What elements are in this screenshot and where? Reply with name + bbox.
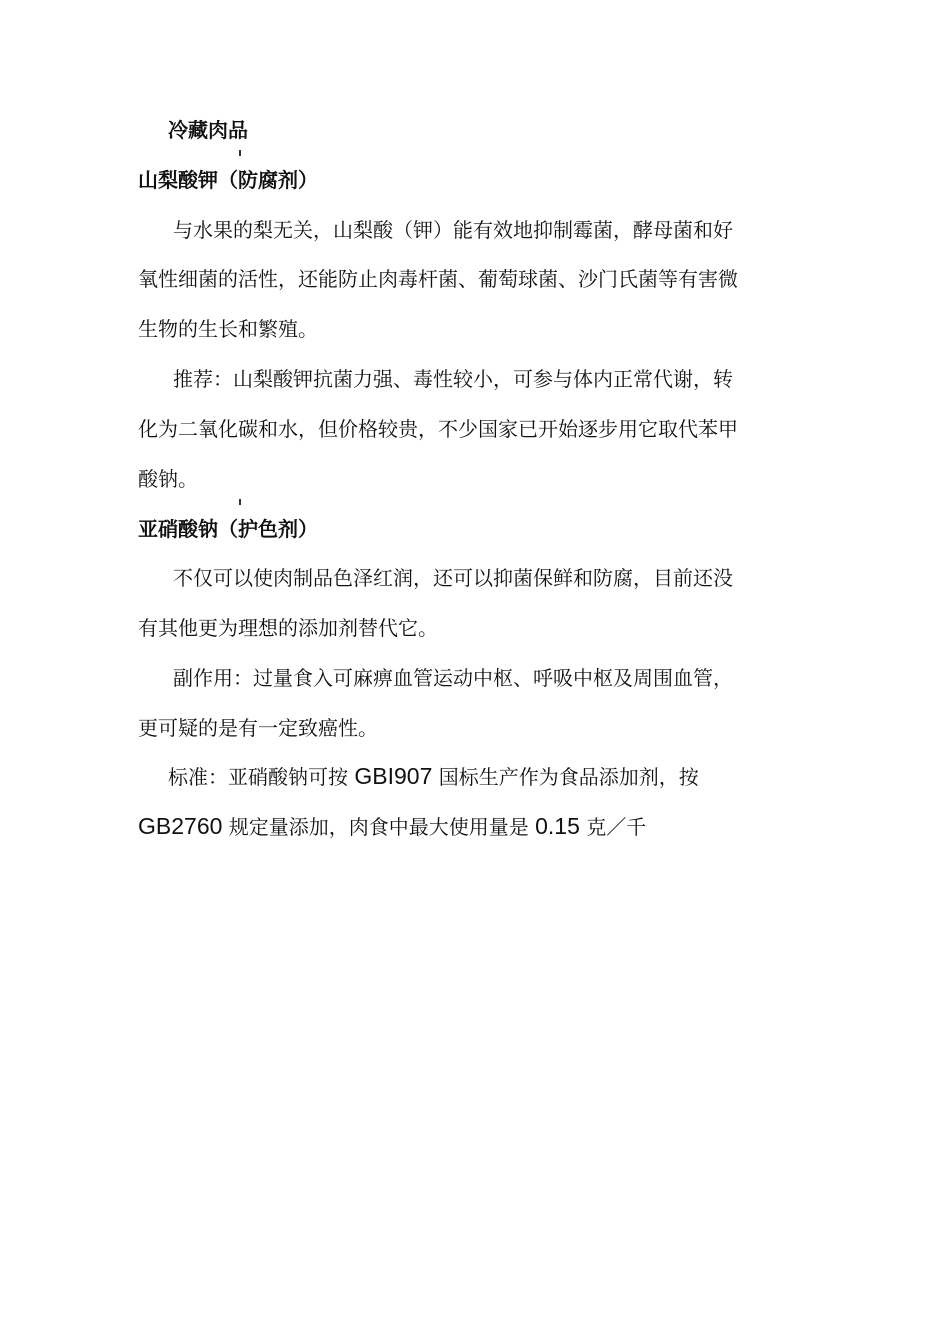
nitrite-para1-line1: 不仅可以使肉制品色泽红润，还可以抑菌保鲜和防腐，目前还没 — [173, 566, 733, 590]
bullet-mark — [239, 499, 241, 505]
bullet-mark — [239, 150, 241, 156]
standard-prefix: 标准：亚硝酸钠可按 — [168, 765, 348, 789]
sorbate-para1-line2: 氧性细菌的活性，还能防止肉毒杆菌、葡萄球菌、沙门氏菌等有害微 — [138, 267, 738, 291]
nitrite-heading: 亚硝酸钠（护色剂） — [138, 517, 318, 541]
nitrite-para1-line2: 有其他更为理想的添加剂替代它。 — [138, 616, 438, 640]
standard-code-gb2760: GB2760 — [138, 813, 223, 839]
nitrite-standard-line1 — [168, 763, 699, 790]
standard-middle: 规定量添加，肉食中最大使用量是 — [228, 815, 529, 839]
sorbate-para2-line1: 推荐：山梨酸钾抗菌力强、毒性较小，可参与体内正常代谢，转 — [173, 367, 733, 391]
sorbate-para1-line3: 生物的生长和繁殖。 — [138, 317, 318, 341]
sorbate-para2-line3: 酸钠。 — [138, 467, 198, 491]
sorbate-para1-line1: 与水果的梨无关，山梨酸（钾）能有效地抑制霉菌，酵母菌和好 — [173, 218, 733, 242]
sorbate-para2-line2: 化为二氧化碳和水，但价格较贵，不少国家已开始逐步用它取代苯甲 — [138, 417, 738, 441]
section-title: 冷藏肉品 — [168, 118, 248, 142]
nitrite-standard-line2 — [138, 813, 646, 840]
nitrite-para2-line2: 更可疑的是有一定致癌性。 — [138, 716, 378, 740]
nitrite-para2-line1: 副作用：过量食入可麻痹血管运动中枢、呼吸中枢及周围血管， — [173, 666, 733, 690]
sorbate-heading: 山梨酸钾（防腐剂） — [138, 168, 318, 192]
max-usage-value: 0.15 — [535, 813, 580, 839]
max-usage-unit: 克／千 — [586, 815, 647, 839]
standard-suffix: 国标生产作为食品添加剂，按 — [438, 765, 699, 789]
standard-code-gbi907: GBI907 — [354, 763, 433, 789]
